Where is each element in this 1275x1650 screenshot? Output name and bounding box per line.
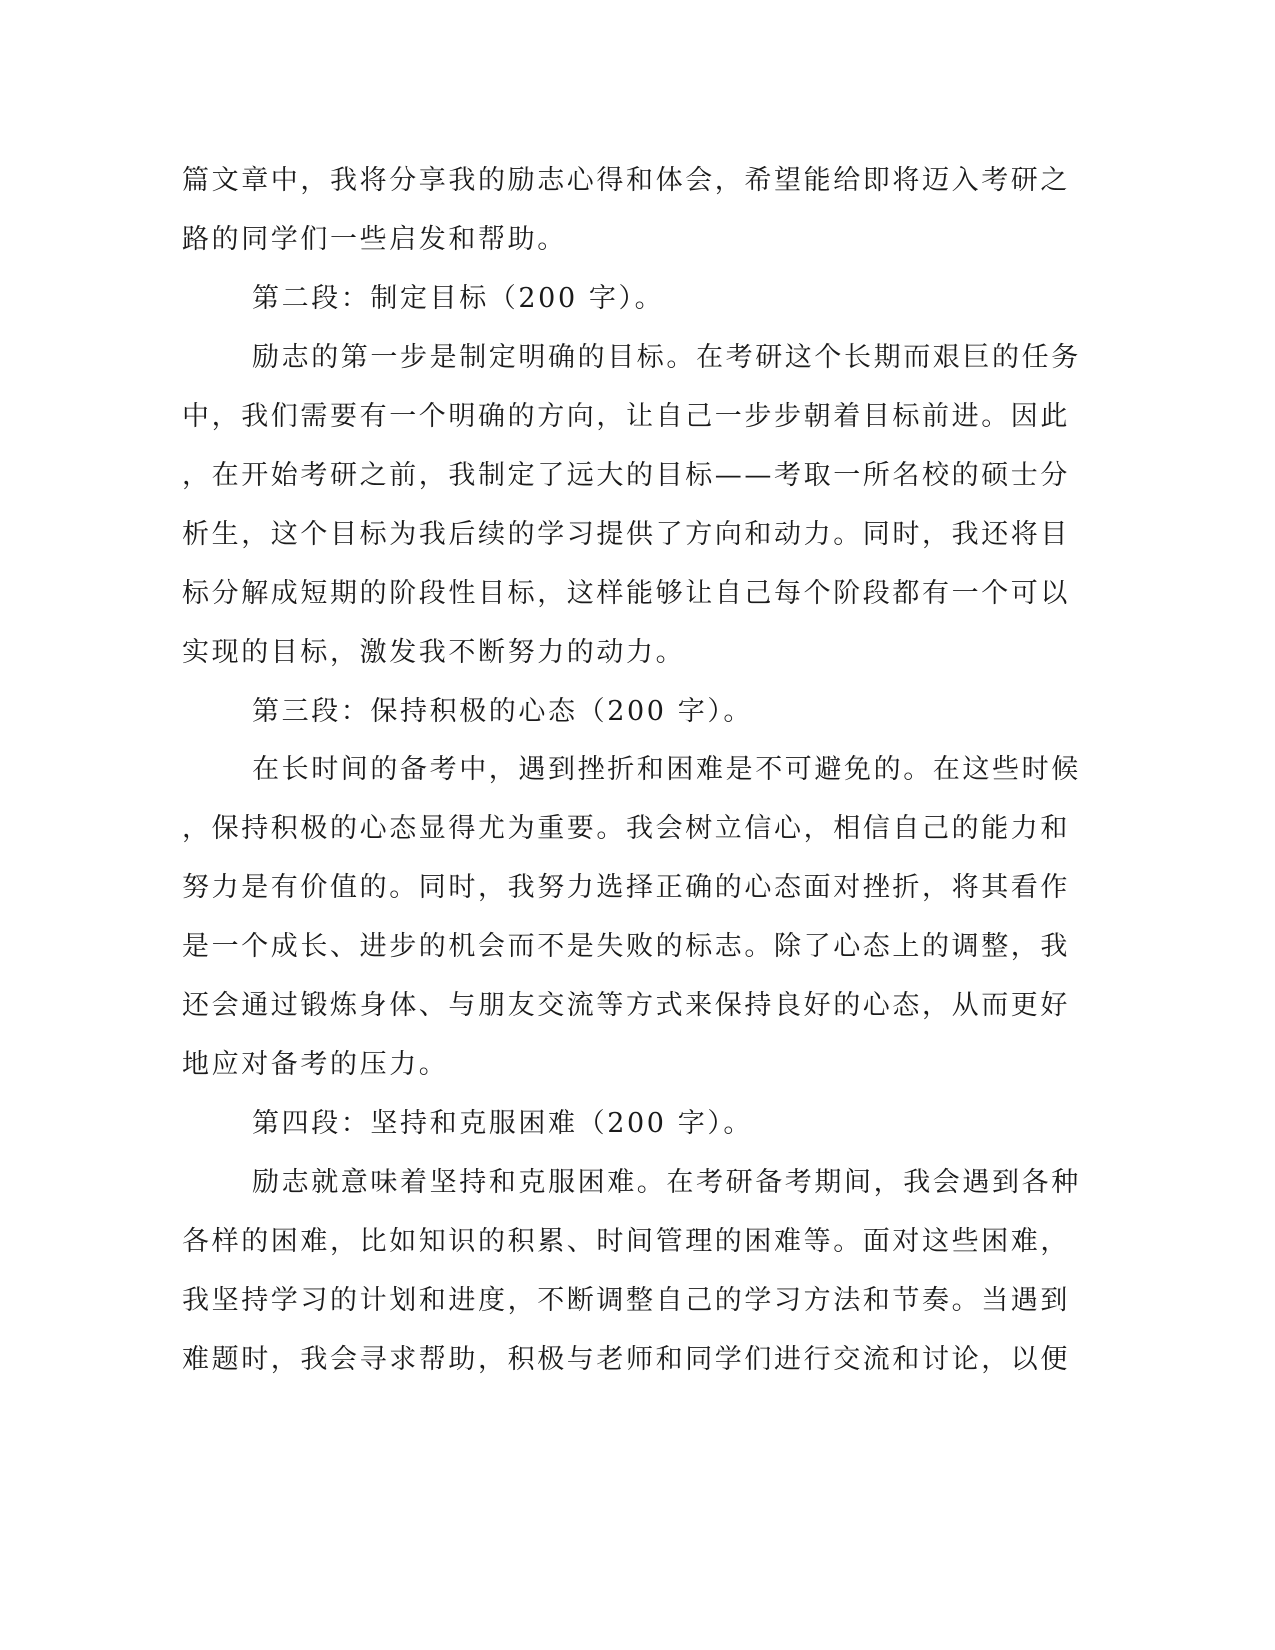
paragraph-start: 在长时间的备考中，遇到挫折和困难是不可避免的。在这些时候 [252,754,1081,785]
section-heading-2: 第二段：制定目标（200 字）。 [252,283,665,314]
text-line: 是一个成长、进步的机会而不是失败的标志。除了心态上的调整，我 [182,931,1070,962]
text-line: 中，我们需要有一个明确的方向，让自己一步步朝着目标前进。因此 [182,401,1070,432]
text-line: 实现的目标，激发我不断努力的动力。 [182,637,686,668]
text-line: 难题时，我会寻求帮助，积极与老师和同学们进行交流和讨论，以便 [182,1344,1070,1375]
text-line: 我坚持学习的计划和进度，不断调整自己的学习方法和节奏。当遇到 [182,1285,1070,1316]
text-line: 还会通过锻炼身体、与朋友交流等方式来保持良好的心态，从而更好 [182,990,1070,1021]
text-line: ，保持积极的心态显得尤为重要。我会树立信心，相信自己的能力和 [182,813,1070,844]
paragraph-start: 励志就意味着坚持和克服困难。在考研备考期间，我会遇到各种 [252,1167,1081,1198]
text-line: 各样的困难，比如知识的积累、时间管理的困难等。面对这些困难， [182,1226,1070,1257]
paragraph-start: 励志的第一步是制定明确的目标。在考研这个长期而艰巨的任务 [252,342,1081,373]
text-line: 路的同学们一些启发和帮助。 [182,224,567,255]
text-line: 篇文章中，我将分享我的励志心得和体会，希望能给即将迈入考研之 [182,165,1070,196]
section-heading-3: 第三段：保持积极的心态（200 字）。 [252,696,754,727]
section-heading-4: 第四段：坚持和克服困难（200 字）。 [252,1108,754,1139]
text-line: 标分解成短期的阶段性目标，这样能够让自己每个阶段都有一个可以 [182,578,1070,609]
text-line: 析生，这个目标为我后续的学习提供了方向和动力。同时，我还将目 [182,519,1070,550]
text-line: 地应对备考的压力。 [182,1049,449,1080]
text-line: 努力是有价值的。同时，我努力选择正确的心态面对挫折，将其看作 [182,872,1070,903]
text-line: ，在开始考研之前，我制定了远大的目标——考取一所名校的硕士分 [182,460,1070,491]
